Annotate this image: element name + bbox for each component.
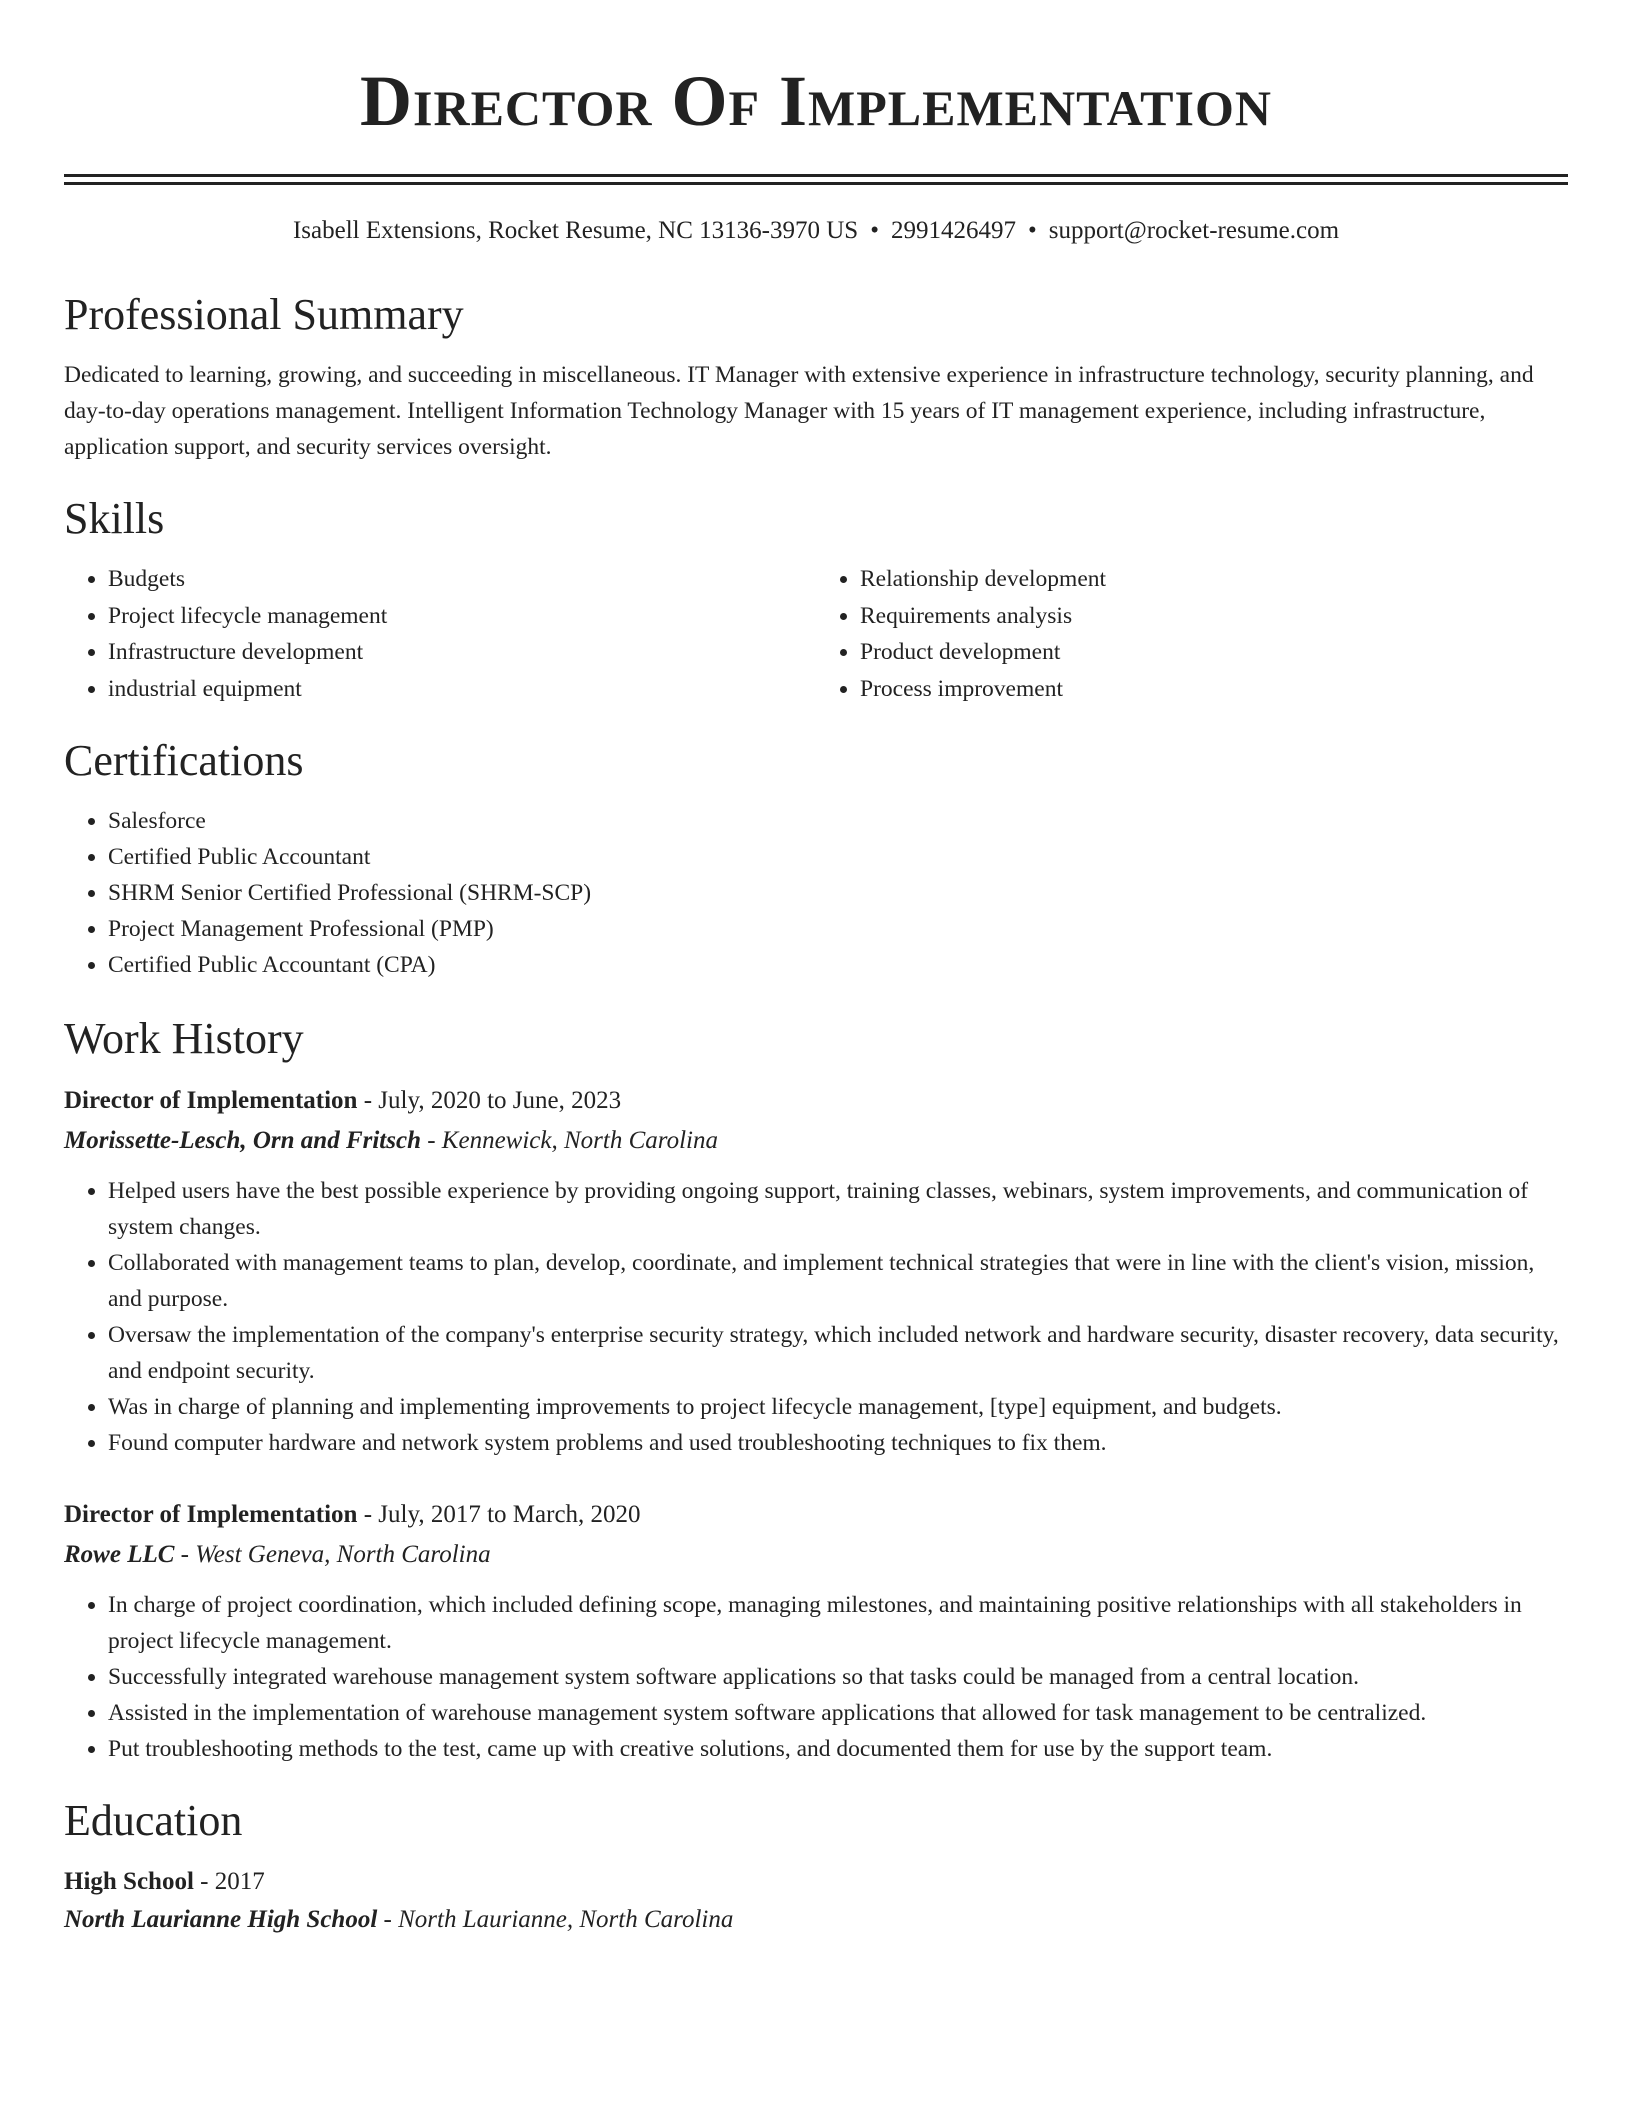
job-bullet: • Assisted in the implementation of warehouse management system software applications that allowed for task management to be centralized. [108,1695,1568,1731]
title-divider [64,174,1568,185]
certification-item: • Certified Public Accountant [108,839,1568,875]
certifications-list [64,803,1568,983]
summary-text: Dedicated to learning, growing, and succeeding in miscellaneous. IT Manager with extensive experience in infrastructure technology, security planning, and day-to-day operations management. Intelligent Information Technology Manager with 15 years of IT management experience, including infrastructure, application support, and security services oversight. [64,362,1534,460]
skills-list-right [816,561,1568,707]
contact-email: support@rocket-resume.com [1048,217,1340,244]
skill-item: • Budgets [108,561,816,598]
skill-item: • Relationship development [860,561,1568,598]
job-title-line [64,1495,1568,1535]
education-degree-line [64,1863,1568,1901]
job-title: Director of Implementation [64,1087,358,1114]
contact-address: Isabell Extensions, Rocket Resume, NC 13136-3970 US [292,217,859,244]
skill-item: • Infrastructure development [108,634,816,671]
summary-heading: Professional Summary [64,290,464,339]
job-bullet: • Helped users have the best possible experience by providing ongoing support, training classes, webinars, system improvements, and communication of system changes. [108,1173,1568,1245]
job-bullet: • Collaborated with management teams to plan, develop, coordinate, and implement technical strategies that were in line with the client's vision, mission, and purpose. [108,1245,1568,1317]
certification-item: • Salesforce [108,803,1568,839]
education-heading: Education [64,1796,243,1845]
job-company-line [64,1535,1568,1575]
certifications-heading: Certifications [64,736,304,785]
job-location: - West Geneva, North Carolina [174,1541,491,1568]
skill-item: • Product development [860,634,1568,671]
skills-heading: Skills [64,494,165,543]
job-bullet: • Was in charge of planning and implementing improvements to project lifecycle management, [type] equipment, and budgets. [108,1389,1568,1425]
contact-separator: • [870,217,879,244]
job-dates: - July, 2020 to June, 2023 [357,1087,622,1114]
skills-list-left [64,561,816,707]
job-title: Director of Implementation [64,1501,358,1528]
job-bullet: • Put troubleshooting methods to the test, came up with creative solutions, and documented them for use by the support team. [108,1731,1568,1767]
contact-line [64,213,1568,249]
job-dates: - July, 2017 to March, 2020 [357,1501,641,1528]
skill-item: • industrial equipment [108,671,816,708]
resume-title: Director Of Implementation [360,61,1272,141]
education-location: - North Laurianne, North Carolina [377,1906,734,1933]
skill-item: • Requirements analysis [860,598,1568,635]
skills-columns [64,561,1568,707]
education-degree: High School [64,1868,194,1895]
job-bullet: • Oversaw the implementation of the company's enterprise security strategy, which included network and hardware security, disaster recovery, data security, and endpoint security. [108,1317,1568,1389]
work-history-heading: Work History [64,1014,304,1063]
job-company: Rowe LLC [64,1541,175,1568]
contact-phone: 2991426497 [890,217,1016,244]
job-bullets [64,1173,1568,1461]
education-school-line [64,1901,1568,1939]
job-company: Morissette-Lesch, Orn and Fritsch [64,1127,421,1154]
job-location: - Kennewick, North Carolina [420,1127,718,1154]
job-entry [64,1081,1568,1461]
job-company-line [64,1121,1568,1161]
contact-separator: • [1027,217,1037,244]
job-bullet: • In charge of project coordination, which included defining scope, managing milestones, and maintaining positive relationships with all stakeholders in project lifecycle management. [108,1587,1568,1659]
education-year: - 2017 [193,1868,265,1895]
job-bullets [64,1587,1568,1767]
certification-item: • Certified Public Accountant (CPA) [108,947,1568,983]
skill-item: • Process improvement [860,671,1568,708]
job-entry [64,1495,1568,1767]
certification-item: • SHRM Senior Certified Professional (SHRM-SCP) [108,875,1568,911]
job-title-line [64,1081,1568,1121]
skill-item: • Project lifecycle management [108,598,816,635]
job-bullet: • Successfully integrated warehouse management system software applications so that tasks could be managed from a central location. [108,1659,1568,1695]
certification-item: • Project Management Professional (PMP) [108,911,1568,947]
job-bullet: • Found computer hardware and network system problems and used troubleshooting techniques to fix them. [108,1425,1568,1461]
education-school: North Laurianne High School [64,1906,378,1933]
